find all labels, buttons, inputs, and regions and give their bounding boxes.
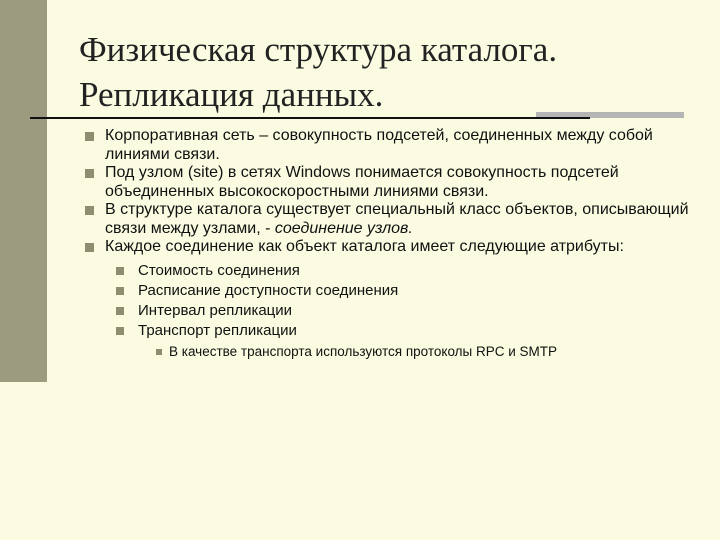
- bullet-list: [85, 127, 705, 361]
- bullet-square-icon: [156, 349, 162, 355]
- bullet-square-icon: [116, 307, 124, 315]
- bullet-square-icon: [116, 327, 124, 335]
- bullet-emphasis: соединение узлов.: [274, 219, 413, 237]
- left-accent-bar: [0, 0, 47, 382]
- sub-bullet-item: [105, 281, 705, 301]
- sub-bullet-text: Интервал репликации: [138, 301, 293, 319]
- bullet-square-icon: [85, 132, 94, 141]
- sub-bullet-text: Расписание доступности соединения: [138, 281, 399, 299]
- bullet-text: Корпоративная сеть – совокупность подсетей, соединенных между собой линиями связи.: [105, 127, 653, 163]
- bullet-item: [85, 164, 705, 201]
- slide-title: [79, 27, 557, 117]
- sub-bullet-item: [105, 301, 705, 321]
- title-line-1: Физическая структура каталога.: [79, 30, 558, 69]
- bullet-square-icon: [85, 243, 94, 252]
- bullet-text: Под узлом (site) в сетях Windows понимается совокупность подсетей объединенных высокоскоростными линиями связи.: [105, 164, 619, 200]
- sub-sub-bullet-text: В качестве транспорта используются протоколы RPC и SMTP: [169, 343, 558, 359]
- sub-bullet-item: [105, 261, 705, 281]
- bullet-text: В структуре каталога существует специальный класс объектов, описывающий связи между узлами, -: [105, 201, 689, 237]
- sub-bullet-list: [105, 261, 705, 361]
- sub-bullet-item: [105, 321, 705, 361]
- sub-bullet-text: Стоимость соединения: [138, 261, 300, 279]
- bullet-item: [85, 127, 705, 164]
- bullet-square-icon: [85, 206, 94, 215]
- bullet-item: [85, 238, 705, 361]
- bullet-square-icon: [85, 169, 94, 178]
- title-line-2: Репликация данных.: [79, 75, 384, 114]
- sub-sub-bullet-item: [138, 343, 705, 361]
- bullet-item: [85, 201, 705, 238]
- sub-sub-bullet-list: [138, 343, 705, 361]
- sub-bullet-text: Транспорт репликации: [138, 321, 297, 339]
- title-underline: [30, 117, 590, 119]
- bullet-text: Каждое соединение как объект каталога имеет следующие атрибуты:: [105, 238, 624, 255]
- bullet-square-icon: [116, 267, 124, 275]
- bullet-square-icon: [116, 287, 124, 295]
